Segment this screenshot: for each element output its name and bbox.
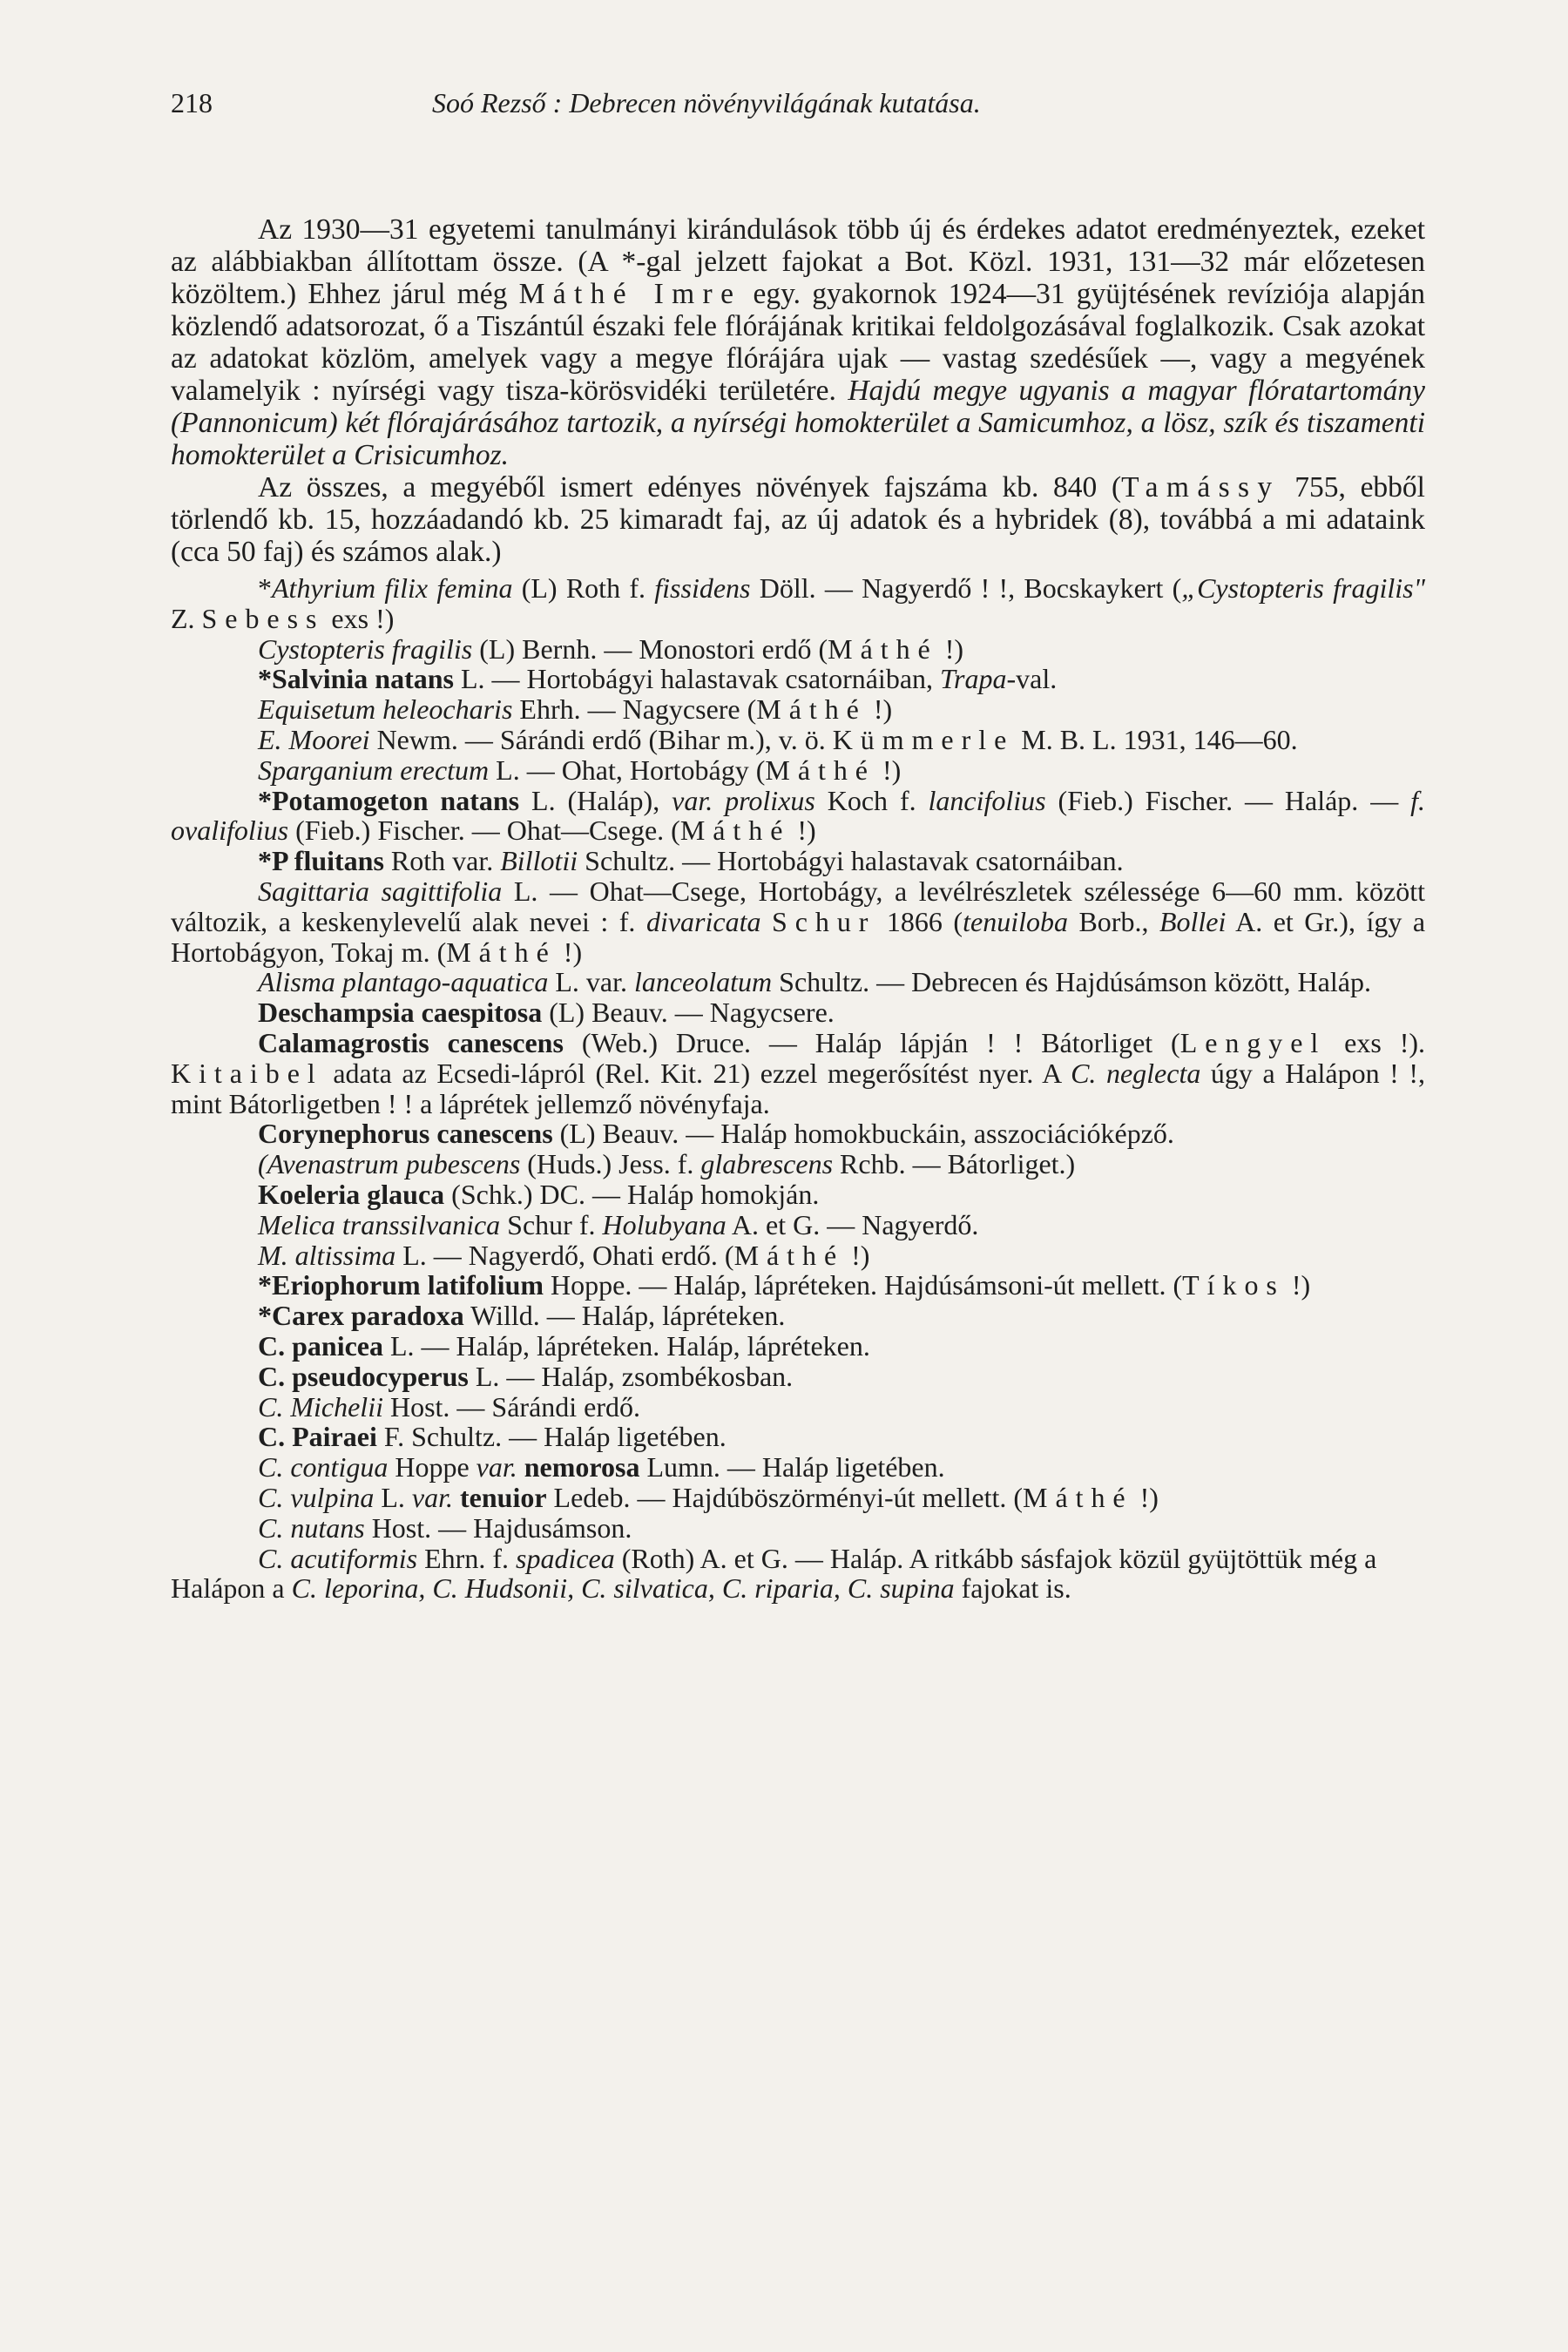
species-entry: C. pseudocyperus L. — Haláp, zsombékosban. [258, 1360, 794, 1392]
species-name: Sagittaria sagittifolia [258, 875, 503, 907]
species-entry: Koeleria glauca (Schk.) DC. — Haláp homokján. [258, 1178, 820, 1210]
species-name: (Avenastrum pubescens [258, 1148, 521, 1180]
species-name: *P fluitans [258, 845, 384, 877]
species-name: C. contigua [258, 1451, 389, 1484]
species-entry: C. Michelii Host. — Sárándi erdő. [258, 1390, 641, 1423]
page-header [171, 87, 1425, 139]
species-name: Equisetum heleocharis [258, 693, 513, 726]
species-entry: Calamagrostis canescens (Web.) Druce. — Haláp lápján ! ! Bátorliget (Lengyel exs !). Kitaibel adata az Ecsedi-lápról (Rel. Kit. 21) ezzel megerősítést nyer. A C. neglecta úgy a Halápon ! !, mint Bátorligetben ! ! a láprétek jellemző növényfaja. [171, 1026, 1426, 1119]
species-name: C. vulpina [258, 1481, 375, 1513]
species-name: C. Pairaei [258, 1421, 377, 1453]
species-entry: Deschampsia caespitosa (L) Beauv. — Nagycsere. [258, 997, 835, 1029]
species-entry: Alisma plantago-aquatica L. var. lanceolatum Schultz. — Debrecen és Hajdúsámson között, Haláp. [258, 966, 1371, 998]
species-name: C. acutiformis [258, 1542, 418, 1574]
species-entry: *Salvinia natans L. — Hortobágyi halastavak csatornáiban, Trapa-val. [258, 663, 1058, 695]
species-entry: C. vulpina L. var. tenuior Ledeb. — Hajdúböszörményi-út mellett. (Máthé !) [258, 1481, 1159, 1513]
species-name: Koeleria glauca [258, 1178, 445, 1210]
species-entry: Melica transsilvanica Schur f. Holubyana A. et G. — Nagyerdő. [258, 1208, 979, 1240]
species-entry: C. nutans Host. — Hajdusámson. [258, 1511, 632, 1544]
species-entry: (Avenastrum pubescens (Huds.) Jess. f. glabrescens Rchb. — Bátorliget.) [258, 1148, 1076, 1180]
intro-paragraph: Az 1930—31 egyetemi tanulmányi kirándulások több új és érdekes adatot eredményeztek, ezeket az alábbiakban állítottam össze. (A *-gal jelzett fajokat a Bot. Közl. 1931, 131—32 már előzetesen közöltem.) Ehhez járul még Máthé Imre egy. gyakornok 1924—31 gyüjtésének revíziója alapján közlendő adatsorozat, ő a Tiszántúl északi fele flórájának kritikai feldolgozásával foglalkozik. Csak azokat az adatokat közlöm, amelyek vagy a megye flórájára ujak — vastag szedésűek —, vagy a megyének valamelyik : nyírségi vagy tisza-körösvidéki területére. Hajdú megye ugyanis a magyar flóratartomány (Pannonicum) két flórajárásához tartozik, a nyírségi homokterület a Samicumhoz, a lösz, szík és tiszamenti homokterület a Crisicumhoz. [171, 213, 1425, 471]
species-entry: C. acutiformis Ehrn. f. spadicea (Roth) A. et G. — Haláp. A ritkább sásfajok közül gyüjtöttük még a Halápon a C. leporina, C. Hudsonii, C. silvatica, C. riparia, C. supina fajokat is. [171, 1542, 1377, 1605]
species-name: Corynephorus canescens [258, 1118, 553, 1150]
species-name: *Carex paradoxa [258, 1300, 464, 1332]
species-name: E. Moorei [258, 723, 370, 755]
species-entry: C. panicea L. — Haláp, lápréteken. Haláp, lápréteken. [258, 1329, 870, 1362]
species-list [171, 573, 1425, 1604]
species-entry: Cystopteris fragilis (L) Bernh. — Monostori erdő (Máthé !) [258, 632, 964, 665]
species-entry: Corynephorus canescens (L) Beauv. — Haláp homokbuckáin, asszociációképző. [258, 1118, 1174, 1150]
floristic-note: Hajdú megye ugyanis a magyar flóratartomány (Pannonicum) két flórajárásához tartozik, a nyírségi homokterület a Samicumhoz, a lösz, szík és tiszamenti homokterület a Crisicumhoz. [171, 375, 1425, 471]
species-entry: *P fluitans Roth var. Billotii Schultz. — Hortobágyi halastavak csatornáiban. [258, 845, 1124, 877]
species-entry: *Carex paradoxa Willd. — Haláp, lápréteken. [258, 1300, 786, 1332]
species-entry: *Athyrium filix femina (L) Roth f. fissidens Döll. — Nagyerdő ! !, Bocskaykert („Cystopteris fragilis" Z. Sebess exs !) [171, 572, 1426, 634]
species-name: *Eriophorum latifolium [258, 1269, 544, 1301]
author-name: Máthé Imre [518, 278, 742, 310]
article-body [171, 213, 1425, 1604]
species-name: Athyrium filix femina [272, 572, 513, 604]
running-title: Soó Rezső : Debrecen növényvilágának kutatása. [432, 87, 981, 118]
species-name: Melica transsilvanica [258, 1208, 501, 1240]
species-name: Alisma plantago-aquatica [258, 966, 549, 998]
species-name: *Potamogeton natans [258, 784, 520, 816]
species-name: C. nutans [258, 1511, 365, 1544]
page-number: 218 [171, 87, 213, 118]
author-name: Tamássy [1121, 471, 1281, 504]
species-name: *Salvinia natans [258, 663, 454, 695]
species-entry: Sparganium erectum L. — Ohat, Hortobágy (Máthé !) [258, 754, 902, 786]
introduction [171, 213, 1425, 568]
species-entry: C. contigua Hoppe var. nemorosa Lumn. — Haláp ligetében. [258, 1451, 945, 1484]
species-entry: E. Moorei Newm. — Sárándi erdő (Bihar m.), v. ö. Kümmerle M. B. L. 1931, 146—60. [258, 723, 1298, 755]
species-name: C. pseudocyperus [258, 1360, 469, 1392]
species-entry: *Eriophorum latifolium Hoppe. — Haláp, lápréteken. Hajdúsámsoni-út mellett. (Tíkos !) [258, 1269, 1311, 1301]
species-name: Calamagrostis canescens [258, 1026, 564, 1058]
species-entry: M. altissima L. — Nagyerdő, Ohati erdő. (Máthé !) [258, 1239, 870, 1271]
species-entry: C. Pairaei F. Schultz. — Haláp ligetében. [258, 1421, 727, 1453]
species-name: M. altissima [258, 1239, 396, 1271]
species-entry: Sagittaria sagittifolia L. — Ohat—Csege, Hortobágy, a levélrészletek szélessége 6—60 mm. között változik, a keskenylevelű alak nevei : f. divaricata Schur 1866 (tenuiloba Borb., Bollei A. et Gr.), így a Hortobágyon, Tokaj m. (Máthé !) [171, 875, 1426, 968]
intro-paragraph: Az összes, a megyéből ismert edényes növények fajszáma kb. 840 (Tamássy 755, ebből törlendő kb. 15, hozzáadandó kb. 25 kimaradt faj, az új adatok és a hybridek (8), továbbá a mi adataink (cca 50 faj) és számos alak.) [171, 471, 1425, 568]
species-name: Cystopteris fragilis [258, 632, 473, 665]
species-entry: *Potamogeton natans L. (Haláp), var. prolixus Koch f. lancifolius (Fieb.) Fischer. — Haláp. — f. ovalifolius (Fieb.) Fischer. — Ohat—Csege. (Máthé !) [171, 784, 1425, 847]
species-name: Sparganium erectum [258, 754, 490, 786]
species-name: C. Michelii [258, 1390, 383, 1423]
species-name: C. panicea [258, 1329, 383, 1362]
species-entry: Equisetum heleocharis Ehrh. — Nagycsere (Máthé !) [258, 693, 893, 726]
species-name: Deschampsia caespitosa [258, 997, 543, 1029]
